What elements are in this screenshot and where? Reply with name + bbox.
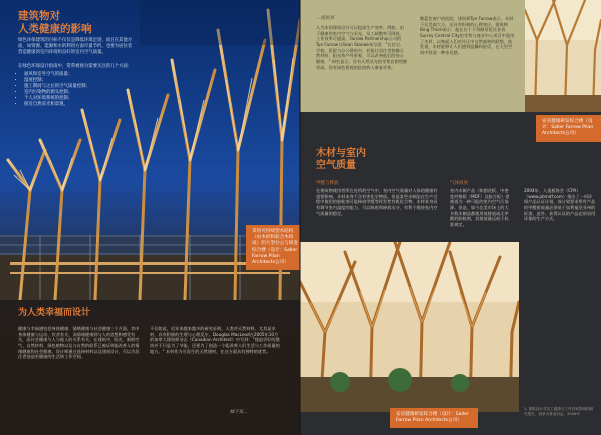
page-gutter <box>299 0 301 435</box>
left-column-b: 不仅如此，近年来越来越多的研究证明，人类对天然材料、尤其是木材，具有积极的生理与心理反应。Douglas MacLeod在2005年10月的加拿大建筑师杂志《Canadian Architect》中写到："建造更好的建筑并不只是为了节能，还要为了创造一个能改善人们生活与工作质量的地方。" 木材作为可再生的天然建材，在这方面具有独特的优势。 <box>150 326 280 354</box>
right-column-1: 在建筑物使用者所在处所的空气中，室内空气质量对人体的健康有重要影响。木材本身不含有害化学物质，但是某些木制品在生产过程中使用的胶粘剂可能释放甲醛等挥发性有机化合物。木材本身具有调节室内湿度的能力，可以吸收和释放水分，有利于维持室内空气质量的稳定。 <box>316 188 438 216</box>
photo-caption-middle: 安省健康研发综合楼（设计：Saller Farrow Pilan Architects公司） <box>390 408 478 428</box>
air-quality-heading-line2: 空气质量 <box>316 160 356 171</box>
list-item: • 接近自然采光和景观。 <box>24 102 138 108</box>
photo-caption-left: 采用可持续型木结构（由木材和胶合木构成）的大型办公与研发综合楼（设计：Saller Farrow Pilan Architects公司） <box>246 225 300 270</box>
right-column-3: 2004年，人造板协会（CPA）（www.pbmdf.com）推出了一项环保产品认证计划，该计划要求所有产品的甲醛排放量必须低于加利福尼亚州的标准。此外，获得认证的产品必须采用环保的生产方式。 <box>524 188 596 222</box>
right-column-2: 室内木制产品（如刨花板、中密度纤维板（MDF）及胶合板）常被视为一种可能的室内空气污染源。但是，如今北美市场上的大多数木制品都使用低排放或无甲醛的胶粘剂，其排放量远低于标准规定。 <box>450 188 510 228</box>
list-item: • 施工期间与之后的空气质量控制； <box>24 84 138 90</box>
design-heading: 为人类幸福而设计 <box>18 308 91 318</box>
left-column-a: 健康与幸福感包括身体健康、情绪健康与社会健康三个方面。其中身体健康与运动、饮食有关，而情绪健康则与人的思想和感受有关，而社会健康与人与他人的关系有关。在建筑中，阳光、新鲜空气、自然材料、绿色植物以及与自然的联系已被证明能改善人的情绪健康和社会健康。设计师通过选择材料以及建筑设计，可以为居住者创造更健康的生活和工作空间。 <box>18 326 140 360</box>
left-title <box>18 10 92 36</box>
air-quality-heading <box>316 148 366 172</box>
right-page <box>300 0 601 435</box>
guideline-items <box>18 72 138 108</box>
footnote: 1. 建筑设计对员工健康与工作效率影响的研究报告，加拿大林业协会，2004年 <box>524 407 594 416</box>
continued-from-label: …接前页 <box>316 16 335 21</box>
continued-text-box <box>300 0 525 112</box>
list-item: • 通风和室外空气的质量； <box>24 72 138 78</box>
left-bottom-panel <box>0 300 300 435</box>
left-page <box>0 0 300 435</box>
list-item: • 湿度控制； <box>24 78 138 84</box>
guideline-list <box>18 64 138 108</box>
left-title-line2: 人类健康的影响 <box>18 23 92 36</box>
interior-beam-photo <box>525 0 601 112</box>
list-item: • 室内污染物的源头控制； <box>24 90 138 96</box>
guideline-list-intro: 在绿色环保设计指南中，常常被视为需要关注的几个方面： <box>18 64 133 69</box>
list-item: • 个人对环境系统的控制； <box>24 96 138 102</box>
olive-column-1: 人为本的建筑设计可以提高生产效率。例如，由于健康的室内空气与采光，员工缺勤率可降低，工作效率可提高。Farrow Partnership公司的Tye Farrow与Sean Stanwick写道："在住宅、学校、医院与办公建筑中，若能让居住者接触天然材料、阳光和户外景观，可以改善他们的身心健康。" 研究显示，设有天然采光的零售店销售额更高，设有绿色景观的医院病人康复更快。 <box>316 25 408 70</box>
left-intro-paragraph: 绿色环保建筑的目标不仅仅是降低环境足迹，而且在其他方面，如资源、能源和水的利用方面尽量节约，也要为居住者营造健康的室内环境和良好的室内空气质量。 <box>18 38 133 55</box>
subheading-emissions: 气体排放 <box>450 181 468 186</box>
air-quality-heading-line1: 木材与室内 <box>316 148 366 159</box>
photo-caption-top-right: 安省健康研发综合楼（设计：Saller Farrow Pilan Architects公司） <box>536 115 601 142</box>
wood-atrium-photo <box>300 242 519 412</box>
continued-label: 续下页… <box>230 410 248 415</box>
olive-column-2: 敷蓝色窗户的医院，建筑师Tye Farrow表示，木材不仅美观大方，还具有积极的心理效应。建筑师Bing Thom表示：他在位于不列颠哥伦比亚省Surrey Central City的零售与商业中心项目中选用了木材，以唤起人们对社区中自然森林的联想。他发现，木材能够让人们感到温馨和舒适，在大型空间中营造一种亲近感。 <box>420 16 515 56</box>
subheading-formaldehyde: 甲醛与释放 <box>316 181 339 186</box>
left-title-line1: 建筑物对 <box>18 10 60 22</box>
